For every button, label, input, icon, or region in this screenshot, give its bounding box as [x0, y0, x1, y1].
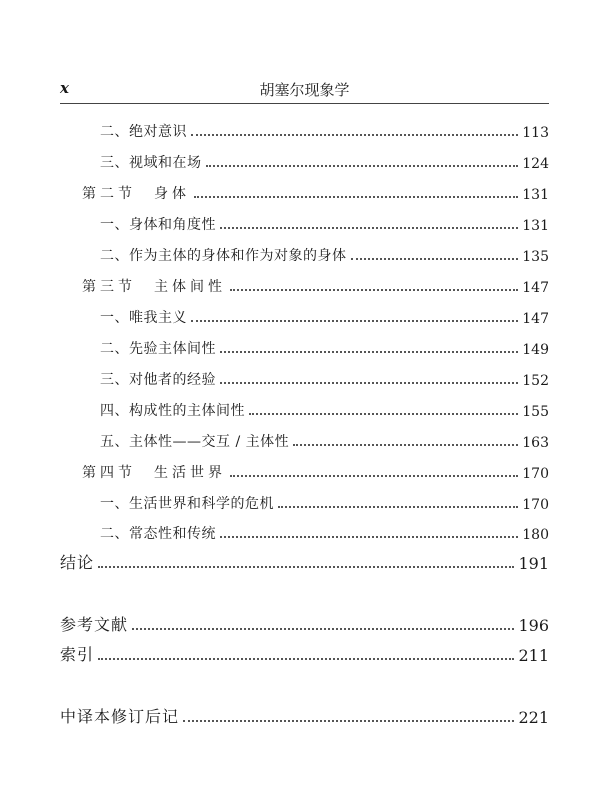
toc-entry[interactable]: [100, 119, 549, 141]
toc-entry[interactable]: [100, 367, 549, 389]
toc-entry[interactable]: [100, 243, 549, 265]
dot-leader: [191, 320, 518, 322]
toc-label: 二、作为主体的身体和作为对象的身体: [100, 248, 347, 264]
toc-label: 结论: [60, 553, 95, 572]
toc-label: 三、对他者的经验: [100, 372, 216, 388]
running-title: 胡塞尔现象学: [259, 81, 350, 99]
toc-chapter-entry[interactable]: [60, 613, 549, 635]
toc-section-entry[interactable]: [82, 274, 549, 296]
toc-page-number: 113: [522, 125, 549, 141]
toc-label: 三、视域和在场: [100, 155, 202, 171]
toc-label: 第二节 身体: [82, 186, 190, 202]
dot-leader: [220, 351, 518, 353]
toc-label: 一、生活世界和科学的危机: [100, 496, 274, 512]
dot-leader: [98, 566, 514, 568]
toc-page-number: 221: [518, 708, 549, 727]
toc-label: 第三节 主体间性: [82, 279, 226, 295]
toc-entry[interactable]: [100, 398, 549, 420]
toc-page-number: 170: [522, 497, 549, 513]
toc-page-number: 196: [518, 616, 549, 635]
toc-entry[interactable]: [100, 305, 549, 327]
toc-page-number: 170: [522, 466, 549, 482]
running-header: [60, 76, 549, 102]
page-number: x: [60, 79, 69, 97]
toc-page-number: 211: [518, 646, 549, 665]
toc-page-number: 147: [522, 280, 549, 296]
toc-page-number: 131: [522, 187, 549, 203]
toc-entry[interactable]: [100, 336, 549, 358]
toc-label: 参考文献: [60, 615, 129, 634]
toc-page-number: 135: [522, 249, 549, 265]
toc-page-number: 191: [518, 554, 549, 573]
toc-entry[interactable]: [100, 150, 549, 172]
toc-label: 第四节 生活世界: [82, 465, 226, 481]
toc-section-entry[interactable]: [82, 181, 549, 203]
toc-entry[interactable]: [100, 491, 549, 513]
dot-leader: [206, 165, 519, 167]
toc-entry[interactable]: [100, 521, 549, 543]
toc-entry[interactable]: [100, 429, 549, 451]
dot-leader: [183, 720, 514, 722]
toc-section-entry[interactable]: [82, 460, 549, 482]
toc-entry[interactable]: [100, 212, 549, 234]
toc-label: 一、身体和角度性: [100, 217, 216, 233]
dot-leader: [98, 658, 514, 660]
toc-label: 五、主体性——交互 / 主体性: [100, 434, 290, 450]
toc-chapter-entry[interactable]: [60, 705, 549, 727]
dot-leader: [351, 258, 519, 260]
dot-leader: [191, 134, 518, 136]
toc-label: 索引: [60, 645, 95, 664]
toc-page-number: 180: [522, 527, 549, 543]
dot-leader: [278, 506, 518, 508]
toc-page-number: 131: [522, 218, 549, 234]
dot-leader: [220, 536, 518, 538]
toc-label: 二、常态性和传统: [100, 526, 216, 542]
dot-leader: [293, 444, 518, 446]
dot-leader: [132, 628, 514, 630]
toc-page-number: 124: [522, 156, 549, 172]
dot-leader: [220, 227, 518, 229]
dot-leader: [220, 382, 518, 384]
header-rule: [60, 103, 549, 104]
dot-leader: [230, 475, 518, 477]
toc-page-number: 147: [522, 311, 549, 327]
dot-leader: [249, 413, 518, 415]
toc-label: 中译本修订后记: [60, 707, 180, 726]
toc-label: 二、绝对意识: [100, 124, 187, 140]
toc-label: 四、构成性的主体间性: [100, 403, 245, 419]
toc-chapter-entry[interactable]: [60, 551, 549, 573]
toc-label: 二、先验主体间性: [100, 341, 216, 357]
toc-page-number: 163: [522, 435, 549, 451]
toc-chapter-entry[interactable]: [60, 643, 549, 665]
dot-leader: [194, 196, 518, 198]
toc-page-number: 155: [522, 404, 549, 420]
dot-leader: [230, 289, 518, 291]
toc-page-number: 149: [522, 342, 549, 358]
toc-page-number: 152: [522, 373, 549, 389]
toc-label: 一、唯我主义: [100, 310, 187, 326]
